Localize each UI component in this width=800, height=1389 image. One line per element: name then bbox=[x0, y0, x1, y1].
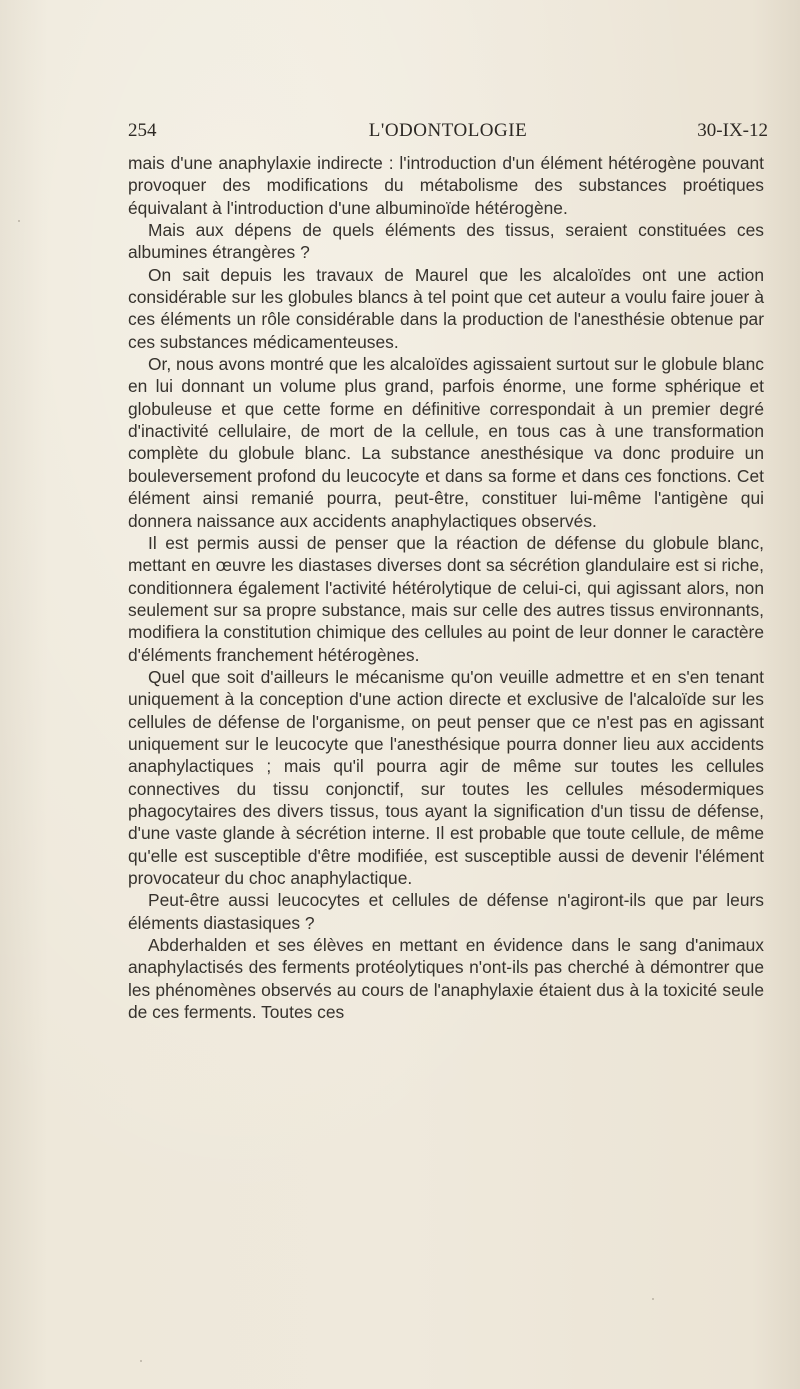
paper-speck bbox=[652, 1298, 654, 1300]
paragraph: Il est permis aussi de penser que la réaction de défense du globule blanc, mettant en œuvre les diastases diverses dont sa sécrétion glandulaire est si riche, conditionnera également l'activité hétérolytique de celui-ci, qui agissant alors, non seulement sur sa propre substance, mais sur celle des autres tissus environnants, modifiera la constitution chimique des cellules au point de leur donner le caractère d'éléments franchement hétérogènes. bbox=[128, 532, 764, 665]
paragraph: Abderhalden et ses élèves en mettant en évidence dans le sang d'animaux anaphylactisés des ferments protéolytiques n'ont-ils pas cherché à démontrer que les phénomènes observés au cours de l'anaphylaxie étaient dus à la toxicité seule de ces ferments. Toutes ces bbox=[128, 935, 764, 1023]
journal-title: L'ODONTOLOGIE bbox=[368, 120, 528, 141]
paragraph: Peut-être aussi leucocytes et cellules de défense n'agiront-ils que par leurs éléments diastasiques ? bbox=[128, 890, 764, 933]
paragraph: On sait depuis les travaux de Maurel que les alcaloïdes ont une action considérable sur les globules blancs à tel point que cet auteur a voulu faire jouer à ces éléments un rôle considérable dans la production de l'anesthésie obtenue par ces substances médicamenteuses. bbox=[128, 264, 764, 352]
paragraph: Or, nous avons montré que les alcaloïdes agissaient surtout sur le globule blanc en lui donnant un volume plus grand, parfois énorme, une forme sphérique et globuleuse et que cette forme en définitive correspondait à un premier degré d'inactivité cellulaire, de mort de la cellule, en tous cas à une transformation complète du globule blanc. La substance anesthésique va donc produire un bouleversement profond du leucocyte et dans sa forme et dans ces fonctions. Cet élément ainsi remanié pourra, peut-être, constituer lui-même l'antigène qui donnera naissance aux accidents anaphylactiques observés. bbox=[128, 354, 764, 531]
article-body bbox=[128, 152, 764, 1023]
paper-speck bbox=[18, 220, 20, 222]
paragraph: Mais aux dépens de quels éléments des tissus, seraient constituées ces albumines étrangères ? bbox=[128, 220, 764, 263]
page-number: 254 bbox=[128, 120, 157, 141]
paragraph: Quel que soit d'ailleurs le mécanisme qu'on veuille admettre et en s'en tenant uniquement à la conception d'une action directe et exclusive de l'alcaloïde sur les cellules de défense de l'organisme, on peut penser que ce n'est pas en agissant uniquement sur le leucocyte que l'anesthésique pourra donner lieu aux accidents anaphylactiques ; mais qu'il pourra agir de même sur toutes les cellules connectives du tissu conjonctif, sur toutes les cellules mésodermiques phagocytaires des divers tissus, tous ayant la signification d'un tissu de défense, d'une vaste glande à sécrétion interne. Il est probable que toute cellule, de même qu'elle est susceptible d'être modifiée, est susceptible aussi de devenir l'élément provocateur du choc anaphylactique. bbox=[128, 666, 764, 888]
paragraph-continuation: mais d'une anaphylaxie indirecte : l'introduction d'un élément hétérogène pouvant provoquer des modifications du métabolisme des substances proétiques équivalant à l'introduction d'une albuminoïde hétérogène. bbox=[128, 153, 764, 218]
issue-date: 30-IX-12 bbox=[697, 120, 768, 141]
running-head bbox=[128, 120, 768, 146]
paper-speck bbox=[140, 1360, 142, 1362]
